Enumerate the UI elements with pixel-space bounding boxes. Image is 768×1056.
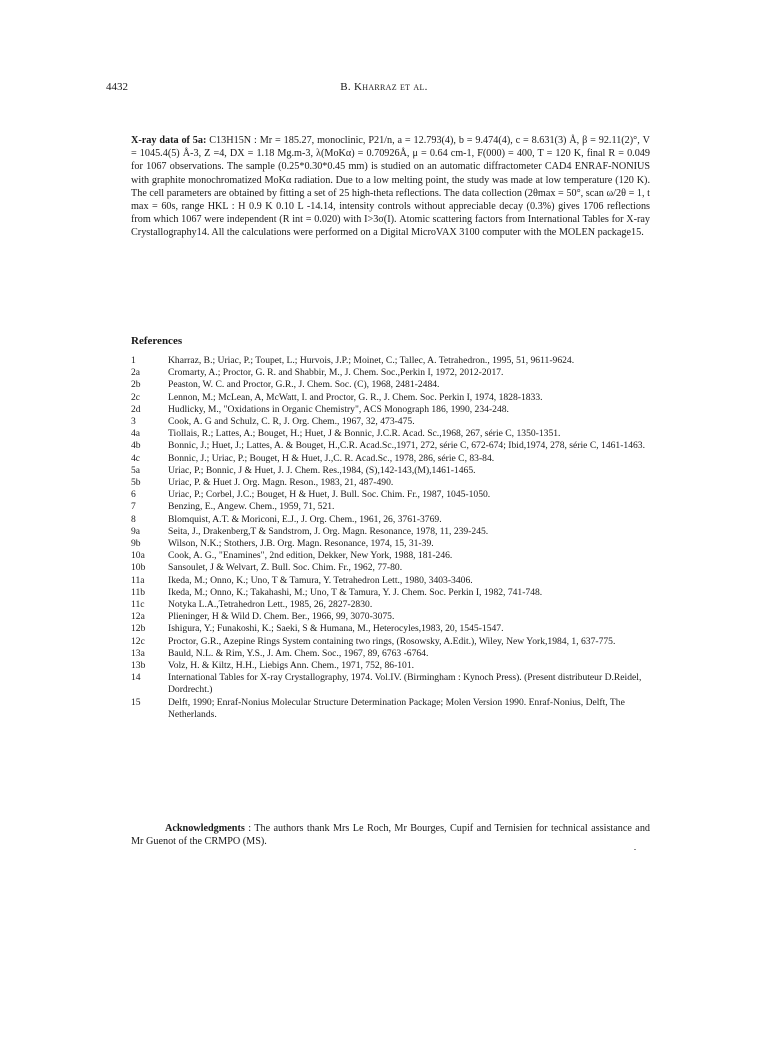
reference-number: 11b <box>131 586 146 598</box>
reference-item <box>131 392 671 404</box>
reference-number: 5a <box>131 464 141 476</box>
reference-number: 15 <box>131 696 141 708</box>
reference-number: 12b <box>131 623 146 635</box>
reference-item <box>131 660 671 672</box>
running-head: B. Kharraz et al. <box>340 81 428 93</box>
reference-text: Uriac, P.; Bonnic, J & Huet, J. J. Chem. Res.,1984, (S),142-143,(M),1461-1465. <box>168 464 476 476</box>
reference-item <box>131 465 671 477</box>
reference-text: Bonnic, J.; Uriac, P.; Bouget, H & Huet, J.,C. R. Acad.Sc., 1978, 286, série C, 83-84. <box>168 452 495 464</box>
reference-item <box>131 575 671 587</box>
reference-text: Cromarty, A.; Proctor, G. R. and Shabbir, M., J. Chem. Soc.,Perkin I, 1972, 2012-2017. <box>168 367 504 379</box>
reference-number: 4b <box>131 440 141 452</box>
reference-text: Notyka L.A.,Tetrahedron Lett., 1985, 26, 2827-2830. <box>168 599 373 611</box>
reference-text: Seita, J., Drakenberg,T & Sandstrom, J. Org. Magn. Resonance, 1978, 11, 239-245. <box>168 525 489 537</box>
reference-number: 7 <box>131 501 136 513</box>
references-heading: References <box>131 335 183 347</box>
reference-item <box>131 550 671 562</box>
reference-item <box>131 514 671 526</box>
reference-item <box>131 501 671 513</box>
reference-text: Bauld, N.L. & Rim, Y.S., J. Am. Chem. Soc., 1967, 89, 6763 -6764. <box>168 647 429 659</box>
reference-list <box>131 355 671 721</box>
xray-text: C13H15N : Mr = 185.27, monoclinic, P21/n, a = 12.793(4), b = 9.474(4), c = 8.631(3) Å, β = 92.11(2)°, V = 1045.4(5) Å-3, Z =4, DX = 1.18 Mg.m-3, λ(MoKα) = 0.70926Å, μ = 0.64 cm-1, F(000) = 400, T = 120 K, final R = 0.049 for 1067 observations. The sample (0.25*0.30*0.45 mm) is studied on an automatic diffractometer CAD4 ENRAF-NONIUS with graphite monochromatized MoKα radiation. Due to a low melting point, the study was made at low temperature (120 K). The cell parameters are obtained by fitting a set of 25 high-theta reflections. The data collection (2θmax = 50°, scan ω/2θ = 1, t max = 60s, range HKL : H 0.9 K 0.10 L -14.14, intensity controls without appreciable decay (0.3%) gives 1706 reflections from which 1067 were independent (R int = 0.020) with I>3σ(I). Atomic scattering factors from International Tables for X-ray Crystallography14. All the calculations were performed on a Digital MicroVAX 3100 computer with the MOLEN package15. <box>131 135 651 239</box>
reference-number: 11a <box>131 574 145 586</box>
reference-item <box>131 355 671 367</box>
reference-text: Bonnic, J.; Huet, J.; Lattes, A. & Bouget, H.,C.R. Acad.Sc.,1971, 272, série C, 672-674; Ibid,1974, 278, série C, 1461-1463. <box>168 440 645 452</box>
reference-text: Blomquist, A.T. & Moriconi, E.J., J. Org. Chem., 1961, 26, 3761-3769. <box>168 513 442 525</box>
reference-text: Cook, A. G., "Enamines", 2nd edition, Dekker, New York, 1988, 181-246. <box>168 550 453 562</box>
reference-text: Uriac, P. & Huet J. Org. Magn. Reson., 1983, 21, 487-490. <box>168 477 394 489</box>
reference-number: 4c <box>131 452 141 464</box>
reference-text: Ikeda, M.; Onno, K.; Uno, T & Tamura, Y. Tetrahedron Lett., 1980, 3403-3406. <box>168 574 473 586</box>
reference-item <box>131 611 671 623</box>
reference-number: 2c <box>131 391 141 403</box>
reference-number: 4a <box>131 428 141 440</box>
reference-text: Wilson, N.K.; Stothers, J.B. Org. Magn. Resonance, 1974, 15, 31-39. <box>168 538 434 550</box>
reference-item <box>131 489 671 501</box>
reference-text: Delft, 1990; Enraf-Nonius Molecular Structure Determination Package; Molen Version 1990. Enraf-Nonius, Delft, The Netherlands. <box>168 696 625 720</box>
reference-text: Proctor, G.R., Azepine Rings System containing two rings, (Rosowsky, A.Edit.), Wiley, New York,1984, 1, 637-775. <box>168 635 616 647</box>
reference-item <box>131 697 671 721</box>
reference-number: 9b <box>131 538 141 550</box>
reference-text: Benzing, E., Angew. Chem., 1959, 71, 521. <box>168 501 335 513</box>
reference-number: 11c <box>131 599 145 611</box>
reference-number: 6 <box>131 489 136 501</box>
reference-item <box>131 477 671 489</box>
reference-number: 1 <box>131 355 136 366</box>
reference-number: 10b <box>131 562 146 574</box>
reference-text: International Tables for X-ray Crystallography, 1974. Vol.IV. (Birmingham : Kynoch Press). (Present distributeur D.Reidel, Dordrecht.) <box>168 672 642 696</box>
reference-number: 8 <box>131 513 136 525</box>
reference-text: Tiollais, R.; Lattes, A.; Bouget, H.; Huet, J & Bonnic, J.C.R. Acad. Sc.,1968, 267, série C, 1350-1351. <box>168 428 561 440</box>
reference-text: Uriac, P.; Corbel, J.C.; Bouget, H & Huet, J. Bull. Soc. Chim. Fr., 1987, 1045-1050. <box>168 489 491 501</box>
reference-item <box>131 526 671 538</box>
reference-item <box>131 599 671 611</box>
reference-item <box>131 404 671 416</box>
reference-number: 2d <box>131 403 141 415</box>
acknowledgments-text: : The authors thank Mrs Le Roch, Mr Bourges, Cupif and Ternisien for technical assistance and Mr Guenot of the CRMPO (MS). <box>131 823 651 848</box>
page-number: 4432 <box>106 81 128 93</box>
reference-text: Peaston, W. C. and Proctor, G.R., J. Chem. Soc. (C), 1968, 2481-2484. <box>168 379 440 391</box>
reference-number: 14 <box>131 672 141 684</box>
reference-item <box>131 562 671 574</box>
reference-text: Plieninger, H & Wild D. Chem. Ber., 1966, 99, 3070-3075. <box>168 611 395 623</box>
reference-item <box>131 587 671 599</box>
reference-number: 5b <box>131 477 141 489</box>
reference-text: Lennon, M.; McLean, A, McWatt, I. and Proctor, G. R., J. Chem. Soc. Perkin I, 1974, 1828-1833. <box>168 391 543 403</box>
reference-text: Ikeda, M.; Onno, K.; Takahashi, M.; Uno, T & Tamura, Y. J. Chem. Soc. Perkin I, 1982, 741-748. <box>168 586 543 598</box>
xray-heading: X-ray data of 5a: <box>131 135 207 146</box>
reference-text: Hudlicky, M., "Oxidations in Organic Chemistry", ACS Monograph 186, 1990, 234-248. <box>168 403 509 415</box>
reference-text: Kharraz, B.; Uriac, P.; Toupet, L.; Hurvois, J.P.; Moinet, C.; Tallec, A. Tetrahedron., 1995, 51, 9611-9624. <box>168 355 575 366</box>
reference-number: 10a <box>131 550 145 562</box>
reference-text: Cook, A. G and Schulz, C. R, J. Org. Chem., 1967, 32, 473-475. <box>168 416 415 428</box>
reference-item <box>131 453 671 465</box>
reference-item <box>131 672 671 696</box>
xray-data-paragraph <box>131 134 650 240</box>
acknowledgments-paragraph <box>131 822 650 848</box>
reference-number: 13a <box>131 647 145 659</box>
reference-item <box>131 636 671 648</box>
reference-item <box>131 623 671 635</box>
reference-number: 2b <box>131 379 141 391</box>
reference-text: Ishigura, Y.; Funakoshi, K.; Saeki, S & Humana, M., Heterocyles,1983, 20, 1545-1547. <box>168 623 504 635</box>
reference-item <box>131 648 671 660</box>
reference-text: Volz, H. & Kiltz, H.H., Liebigs Ann. Chem., 1971, 752, 86-101. <box>168 660 415 672</box>
reference-item <box>131 367 671 379</box>
reference-number: 12a <box>131 611 145 623</box>
acknowledgments-heading: Acknowledgments <box>165 823 245 834</box>
scan-speck <box>634 849 636 850</box>
reference-item <box>131 440 671 452</box>
reference-item <box>131 538 671 550</box>
reference-item <box>131 416 671 428</box>
reference-item <box>131 428 671 440</box>
reference-item <box>131 379 671 391</box>
reference-number: 3 <box>131 416 136 428</box>
reference-text: Sansoulet, J & Welvart, Z. Bull. Soc. Chim. Fr., 1962, 77-80. <box>168 562 403 574</box>
reference-number: 13b <box>131 660 146 672</box>
reference-number: 12c <box>131 635 145 647</box>
reference-number: 9a <box>131 525 141 537</box>
reference-number: 2a <box>131 367 141 379</box>
